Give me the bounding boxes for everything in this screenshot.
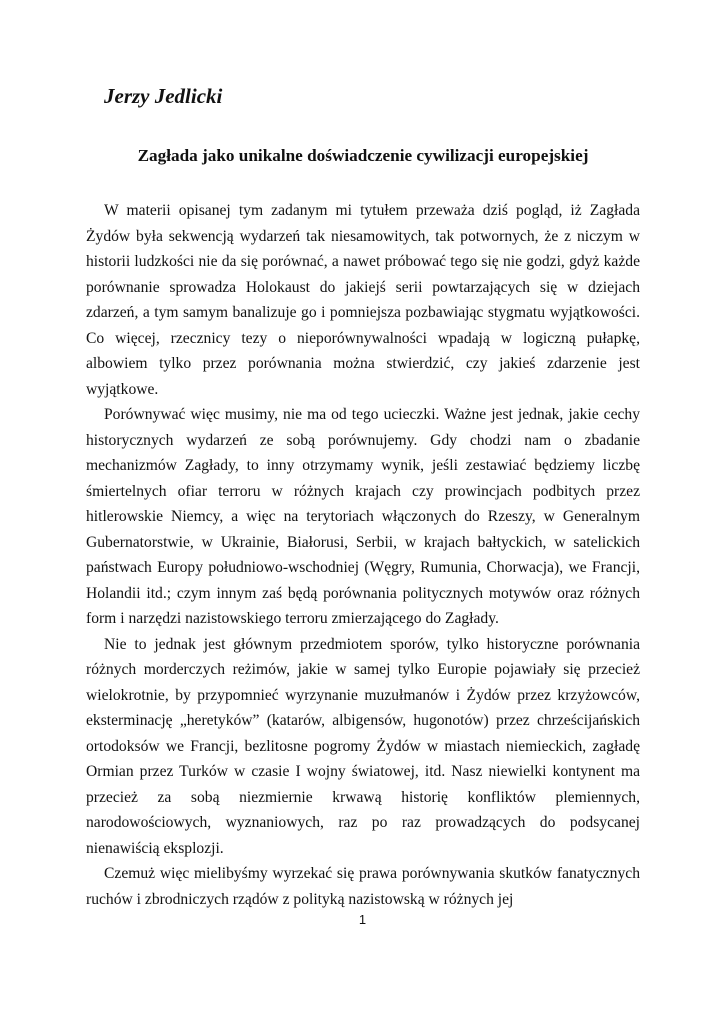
author-name: Jerzy Jedlicki xyxy=(104,84,223,108)
paragraph-2: Porównywać więc musimy, nie ma od tego ucieczki. Ważne jest jednak, jakie cechy historycznych wydarzeń ze sobą porównujemy. Gdy chodzi nam o zbadanie mechanizmów Zagłady, to inny otrzymamy wynik, jeśli zestawiać będziemy liczbę śmiertelnych ofiar terroru w różnych krajach czy prowincjach podbitych przez hitlerowskie Niemcy, a więc na terytoriach włączonych do Rzeszy, w Generalnym Gubernatorstwie, w Ukrainie, Białorusi, Serbii, w krajach bałtyckich, w satelickich państwach Europy południowo-wschodniej (Węgry, Rumunia, Chorwacja), we Francji, Holandii itd.; czym innym zaś będą porównania politycznych motywów oraz różnych form i narzędzi nazistowskiego terroru zmierzającego do Zagłady. xyxy=(86,406,640,627)
document-title: Zagłada jako unikalne doświadczenie cywilizacji europejskiej xyxy=(137,146,589,165)
body-text xyxy=(86,198,640,912)
page-number: 1 xyxy=(358,912,367,927)
paragraph-4: Czemuż więc mielibyśmy wyrzekać się prawa porównywania skutków fanatycznych ruchów i zbrodniczych rządów z polityką nazistowską w różnych jej xyxy=(86,865,640,908)
paragraph-3: Nie to jednak jest głównym przedmiotem sporów, tylko historyczne porównania różnych morderczych reżimów, jakie w samej tylko Europie pojawiały się przecież wielokrotnie, by przypomnieć wyrzynanie muzułmanów i Żydów przez krzyżowców, eksterminację „heretyków” (katarów, albigensów, hugonotów) przez chrześcijańskich ortodoksów we Francji, bezlitosne pogromy Żydów w miastach niemieckich, zagładę Ormian przez Turków w czasie I wojny światowej, itd. Nasz niewielki kontynent ma przecież za sobą niezmiernie krwawą historię konfliktów plemiennych, narodowościowych, wyznaniowych, raz po raz prowadzących do podsycanej nienawiścią eksplozji. xyxy=(86,635,640,857)
paragraph-1: W materii opisanej tym zadanym mi tytułem przeważa dziś pogląd, iż Zagłada Żydów była sekwencją wydarzeń tak niesamowitych, tak potwornych, że z niczym w historii ludzkości nie da się porównać, a nawet próbować tego się nie godzi, gdyż każde porównanie sprowadza Holokaust do jakiejś serii powtarzających się w dziejach zdarzeń, a tym samym banalizuje go i pomniejsza pozbawiając stygmatu wyjątkowości. Co więcej, rzecznicy tezy o nieporównywalności wpadają w logiczną pułapkę, albowiem tylko przez porównania można stwierdzić, czy jakieś zdarzenie jest wyjątkowe. xyxy=(86,202,640,398)
